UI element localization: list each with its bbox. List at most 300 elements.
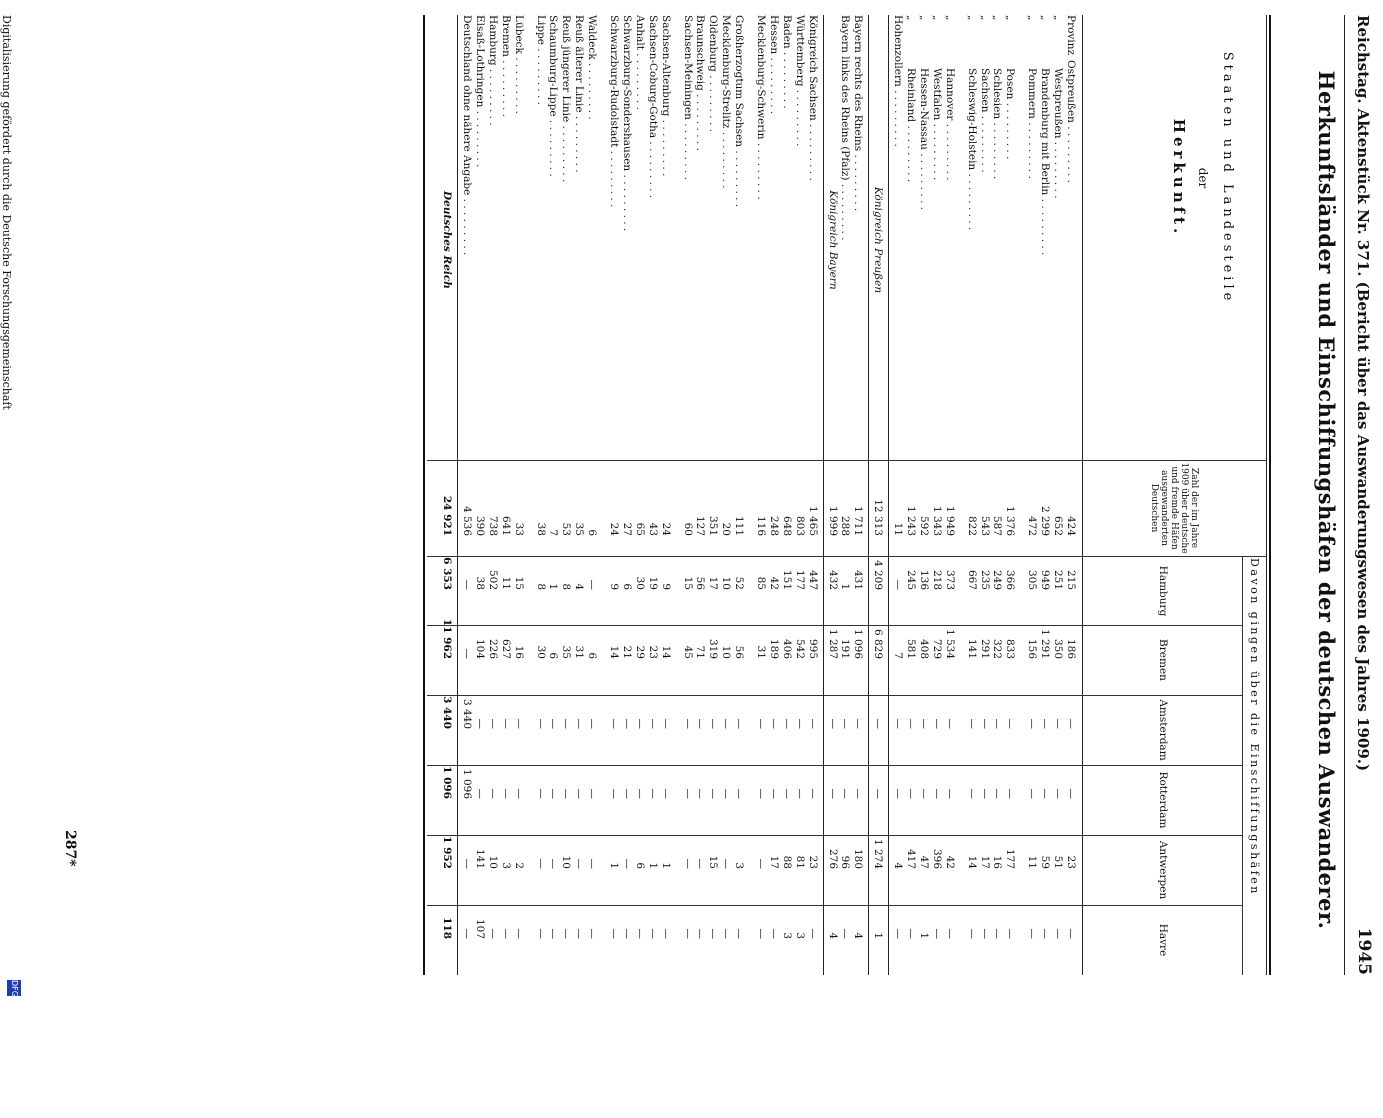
row-value: — (780, 788, 793, 799)
row-label: Hessen . . . . . . . . . (768, 15, 780, 115)
row-label: Rheinland . . . . . . . . . (905, 68, 918, 183)
page-number: 287* (62, 830, 78, 867)
row-value: 15 (512, 576, 525, 590)
row-value: — (806, 928, 819, 939)
row-value: 1 (547, 583, 560, 590)
row-value: — (461, 648, 474, 659)
table-row (695, 0, 707, 1000)
row-value: — (499, 718, 512, 729)
row-value: — (681, 928, 694, 939)
row-value: 543 (978, 515, 991, 536)
row-label: Westfalen . . . . . . . . . (930, 68, 943, 181)
row-value: — (486, 718, 499, 729)
row-label: Schleswig-Holstein . . . . . . . . . (965, 68, 978, 231)
row-value: 43 (646, 522, 659, 536)
row-value: — (793, 788, 806, 799)
row-prefix: „ (978, 15, 991, 21)
row-value: 17 (768, 855, 780, 869)
row-value: 218 (930, 569, 943, 590)
row-value: — (586, 579, 599, 590)
row-value: — (1052, 928, 1065, 939)
row-value: — (755, 858, 768, 869)
row-value: 23 (646, 645, 659, 659)
section-rule (888, 15, 889, 975)
row-value: — (780, 718, 793, 729)
row-value: — (965, 928, 978, 939)
row-value: — (646, 718, 659, 729)
row-label: Schwarzburg-Rudolstadt . . . . . . . . . (608, 15, 621, 208)
row-value: — (621, 788, 633, 799)
row-label: Baden . . . . . . . . . (780, 15, 793, 109)
row-label: Braunschweig . . . . . . . . . (694, 15, 707, 151)
table-row (872, 0, 884, 1000)
row-value: — (733, 928, 746, 939)
row-value: 51 (1052, 855, 1065, 869)
row-value: — (806, 788, 819, 799)
row-value: — (872, 788, 885, 799)
row-value: 276 (826, 848, 839, 869)
row-value: 9 (659, 583, 672, 590)
row-value: — (1026, 718, 1039, 729)
row-value: 396 (930, 848, 943, 869)
row-value: 38 (534, 522, 547, 536)
table-row (586, 0, 598, 1000)
row-value: — (806, 718, 819, 729)
row-value: — (547, 788, 560, 799)
port-header: Rotterdam (1157, 771, 1169, 829)
header-rule (1344, 15, 1345, 975)
row-value: 21 (621, 645, 633, 659)
row-value: 23 (806, 855, 819, 869)
row-value: — (534, 788, 547, 799)
row-value: — (474, 718, 486, 729)
row-value: 322 (991, 638, 1004, 659)
table-row (1004, 0, 1016, 1000)
row-value: 350 (1052, 638, 1065, 659)
row-value: — (905, 718, 918, 729)
row-label: Sachsen-Coburg-Gotha . . . . . . . . . (646, 15, 659, 199)
row-value: 186 (1065, 638, 1077, 659)
row-value: 6 (633, 862, 646, 869)
row-value: — (733, 788, 746, 799)
row-value: 648 (780, 515, 793, 536)
row-value: 136 (918, 569, 930, 590)
row-value: 15 (681, 576, 694, 590)
row-value: 118 (441, 917, 454, 939)
row-value: 14 (965, 855, 978, 869)
row-value: — (943, 788, 956, 799)
table-row (966, 0, 978, 1000)
row-label: Königreich Sachsen . . . . . . . . . (806, 15, 819, 181)
row-value: — (905, 788, 918, 799)
row-value: — (872, 718, 885, 729)
row-value: — (793, 718, 806, 729)
row-value: 4 (826, 932, 839, 939)
row-value: — (586, 788, 599, 799)
row-value: — (633, 788, 646, 799)
row-prefix: „ (1026, 15, 1039, 21)
row-value: — (930, 788, 943, 799)
table-row (500, 0, 512, 1000)
row-label: Sachsen-Altenburg . . . . . . . . . (659, 15, 672, 177)
stub-header-line3: Herkunft. (1170, 118, 1188, 238)
running-header (1348, 15, 1378, 975)
row-value: — (839, 788, 852, 799)
table-row (1026, 0, 1038, 1000)
row-value: 180 (852, 848, 865, 869)
row-value: 141 (965, 638, 978, 659)
row-value: 1 (918, 932, 930, 939)
row-label: Oldenburg . . . . . . . . . (707, 15, 720, 132)
row-value: — (991, 718, 1004, 729)
row-prefix: „ (930, 15, 943, 21)
row-value: — (720, 928, 733, 939)
row-value: 30 (534, 645, 547, 659)
row-value: 291 (978, 638, 991, 659)
row-value: 833 (1004, 638, 1017, 659)
row-value: — (681, 718, 694, 729)
row-value: 351 (707, 515, 720, 536)
row-label: Württemberg . . . . . . . . . (793, 15, 806, 147)
row-value: 56 (733, 645, 746, 659)
port-header: Bremen (1157, 639, 1169, 681)
row-value: — (755, 788, 768, 799)
row-value: 1 376 (1004, 505, 1017, 536)
row-value: 7 (547, 529, 560, 536)
row-value: — (1052, 718, 1065, 729)
table-row (560, 0, 572, 1000)
row-value: 6 (586, 529, 599, 536)
row-label: Schlesien . . . . . . . . . (991, 68, 1004, 180)
row-value: — (512, 718, 525, 729)
table-row (892, 0, 904, 1000)
row-value: — (965, 788, 978, 799)
row-value: 60 (681, 522, 694, 536)
row-value: 432 (826, 569, 839, 590)
row-value: 35 (573, 522, 586, 536)
row-value: 4 (573, 583, 586, 590)
row-value: — (1026, 928, 1039, 939)
row-value: 111 (733, 515, 746, 536)
table-row (573, 0, 585, 1000)
row-value: — (707, 788, 720, 799)
row-prefix: „ (991, 15, 1004, 21)
row-value: — (930, 718, 943, 729)
table-row (807, 0, 819, 1000)
row-value: 226 (486, 638, 499, 659)
row-value: 10 (560, 855, 573, 869)
header-left: Reichstag. Aktenstück Nr. 371. (Bericht über das Auswanderungswesen des Jahres 1909.) (1354, 15, 1372, 772)
row-value: 24 (608, 522, 621, 536)
row-value: 1 274 (872, 838, 885, 869)
row-value: 151 (780, 569, 793, 590)
row-value: 7 (892, 652, 905, 659)
row-value: — (1004, 928, 1017, 939)
row-value: — (852, 718, 865, 729)
footer-credit: Digitalisierung gefördert durch die Deutsche Forschungsgemeinschaft (0, 15, 13, 410)
row-value: 8 (560, 583, 573, 590)
row-value: — (621, 928, 633, 939)
row-value: — (474, 788, 486, 799)
row-value: — (621, 718, 633, 729)
row-value: 6 829 (872, 628, 885, 659)
row-value: — (608, 788, 621, 799)
table-row (918, 0, 930, 1000)
row-value: — (1004, 788, 1017, 799)
table-row (513, 0, 525, 1000)
row-value: 4 (852, 932, 865, 939)
row-value: 587 (991, 515, 1004, 536)
row-value: 1 (608, 862, 621, 869)
row-value: — (892, 579, 905, 590)
row-label: Lübeck . . . . . . . . . (512, 15, 525, 114)
row-value: — (1004, 718, 1017, 729)
row-value: — (892, 928, 905, 939)
row-value: 3 440 (461, 698, 474, 729)
row-label: Lippe . . . . . . . . . (534, 15, 547, 106)
row-value: 71 (694, 645, 707, 659)
row-value: — (573, 928, 586, 939)
table-row (852, 0, 864, 1000)
row-value: 729 (930, 638, 943, 659)
row-label: Brandenburg mit Berlin . . . . . . . . . (1039, 68, 1052, 256)
row-value: — (694, 928, 707, 939)
table-row (634, 0, 646, 1000)
table-top-rule-2 (1266, 15, 1267, 975)
row-value: 52 (733, 576, 746, 590)
row-value: 3 (793, 932, 806, 939)
row-value: 191 (839, 638, 852, 659)
row-value: 17 (978, 855, 991, 869)
table-row (992, 0, 1004, 1000)
row-label: Hohenzollern . . . . . . . . . (892, 15, 905, 147)
row-value: 6 (547, 652, 560, 659)
row-value: — (978, 928, 991, 939)
row-value: 14 (659, 645, 672, 659)
row-value: 581 (905, 638, 918, 659)
section-rule (823, 15, 824, 975)
row-value: 822 (965, 515, 978, 536)
header-bottom-rule (1082, 15, 1083, 975)
row-label: Reuß älterer Linie . . . . . . . . . (573, 15, 586, 173)
row-label: Schaumburg-Lippe . . . . . . . . . (547, 15, 560, 177)
row-value: 1 (839, 583, 852, 590)
row-value: 652 (1052, 515, 1065, 536)
row-value: — (499, 788, 512, 799)
row-value: 3 440 (441, 696, 454, 729)
table-row (548, 0, 560, 1000)
row-label: Hamburg . . . . . . . . . (486, 15, 499, 126)
table-row (608, 0, 620, 1000)
row-value: — (978, 718, 991, 729)
row-value: — (720, 718, 733, 729)
row-value: 431 (852, 569, 865, 590)
row-label: Königreich Bayern (826, 190, 839, 290)
row-value: — (943, 928, 956, 939)
row-value: 17 (707, 576, 720, 590)
stub-header (1085, 28, 1265, 328)
row-value: — (461, 858, 474, 869)
row-label: Deutsches Reich (441, 191, 454, 289)
row-value: 4 (892, 862, 905, 869)
row-value: 1 096 (852, 628, 865, 659)
port-header: Antwerpen (1157, 840, 1169, 900)
row-prefix: „ (1004, 15, 1017, 21)
row-value: — (586, 928, 599, 939)
row-value: 38 (474, 576, 486, 590)
table-row (1065, 0, 1077, 1000)
row-label: Bayern links des Rheins (Pfalz) . . . . . . . . . (839, 15, 852, 241)
row-value: 1 949 (943, 505, 956, 536)
row-value: — (1039, 718, 1052, 729)
row-value: 1 (646, 862, 659, 869)
row-label: Posen . . . . . . . . . (1004, 68, 1017, 160)
row-value: — (681, 788, 694, 799)
row-value: — (1065, 928, 1077, 939)
row-prefix: „ (918, 15, 930, 21)
row-value: — (560, 788, 573, 799)
row-value: 447 (806, 569, 819, 590)
row-value: 472 (1026, 515, 1039, 536)
row-value: 1 465 (806, 505, 819, 536)
row-value: — (608, 718, 621, 729)
row-label: Waldeck . . . . . . . . . (586, 15, 599, 120)
row-label: Pommern . . . . . . . . . (1026, 68, 1039, 179)
row-label: Deutschland ohne nähere Angabe . . . . . . . . . (461, 15, 474, 256)
row-value: 15 (707, 855, 720, 869)
row-value: 408 (918, 638, 930, 659)
row-label: Mecklenburg-Schwerin . . . . . . . . . (755, 15, 768, 200)
row-value: — (560, 928, 573, 939)
row-value: — (943, 718, 956, 729)
row-label: Königreich Preußen (872, 186, 885, 294)
row-value: 127 (694, 515, 707, 536)
row-value: — (768, 928, 780, 939)
row-value: 319 (707, 638, 720, 659)
row-value: — (534, 928, 547, 939)
row-value: 23 (1065, 855, 1077, 869)
table-row (755, 0, 767, 1000)
row-value: — (659, 788, 672, 799)
row-value: 2 (512, 862, 525, 869)
row-value: 995 (806, 638, 819, 659)
page-title: Herkunftsländer und Einschiffungshäfen der deutschen Auswanderer. (1314, 70, 1339, 930)
row-value: 245 (905, 569, 918, 590)
row-value: 1 096 (441, 766, 454, 799)
row-value: — (461, 579, 474, 590)
row-value: 19 (646, 576, 659, 590)
row-value: — (1039, 788, 1052, 799)
row-value: 6 353 (441, 557, 454, 590)
row-value: — (547, 718, 560, 729)
table-row (660, 0, 672, 1000)
row-value: — (892, 718, 905, 729)
row-value: — (659, 928, 672, 939)
row-value: — (918, 788, 930, 799)
row-value: 627 (499, 638, 512, 659)
table-row (1052, 0, 1064, 1000)
row-value: 104 (474, 638, 486, 659)
row-value: 2 299 (1039, 505, 1052, 536)
row-value: — (720, 858, 733, 869)
row-value: 1 096 (461, 768, 474, 799)
row-value: — (826, 788, 839, 799)
table-row (840, 0, 852, 1000)
row-value: 542 (793, 638, 806, 659)
table-row (707, 0, 719, 1000)
table-row (733, 0, 745, 1000)
row-value: 1 291 (1039, 628, 1052, 659)
row-value: 6 (621, 583, 633, 590)
row-value: — (694, 788, 707, 799)
row-value: — (486, 928, 499, 939)
row-value: — (978, 788, 991, 799)
row-value: — (930, 928, 943, 939)
row-value: 1 243 (905, 505, 918, 536)
row-value: 31 (573, 645, 586, 659)
row-value: 406 (780, 638, 793, 659)
row-value: — (512, 928, 525, 939)
row-value: 81 (793, 855, 806, 869)
row-label: Bayern rechts des Rheins . . . . . . . . . (852, 15, 865, 212)
stub-header-line1: Staaten und Landesteile (1220, 51, 1235, 305)
row-value: — (659, 718, 672, 729)
row-value: — (905, 928, 918, 939)
section-rule (868, 15, 869, 975)
row-label: Elsaß-Lothringen . . . . . . . . . (474, 15, 486, 168)
row-value: 141 (474, 848, 486, 869)
row-value: 42 (768, 576, 780, 590)
port-header: Hamburg (1157, 565, 1169, 617)
row-value: 215 (1065, 569, 1077, 590)
row-value: 10 (720, 645, 733, 659)
row-value: — (573, 788, 586, 799)
port-header: Havre (1157, 923, 1169, 957)
row-value: — (534, 718, 547, 729)
total-header: Zahl der im Jahre 1909 über deutsche und fremde Häfen ausgewanderten Deutschen (1149, 462, 1199, 554)
row-value: 1 (872, 932, 885, 939)
table-row (794, 0, 806, 1000)
row-value: 116 (755, 515, 768, 536)
row-value: 592 (918, 515, 930, 536)
row-value: 1 534 (943, 628, 956, 659)
row-label: Großherzogtum Sachsen . . . . . . . . . (733, 15, 746, 208)
row-value: 417 (905, 848, 918, 869)
row-value: 424 (1065, 515, 1077, 536)
row-value: 3 (499, 862, 512, 869)
row-value: 1 711 (852, 505, 865, 536)
row-value: 248 (768, 515, 780, 536)
row-value: — (573, 718, 586, 729)
row-value: — (633, 718, 646, 729)
row-value: — (694, 718, 707, 729)
via-header: Davon gingen über die Einschiffungshäfen (1248, 558, 1261, 896)
row-label: Westpreußen . . . . . . . . . (1052, 68, 1065, 199)
via-rule (1242, 557, 1243, 975)
row-prefix: „ (965, 15, 978, 21)
row-value: — (633, 928, 646, 939)
row-value: — (1065, 788, 1077, 799)
row-value: — (1026, 788, 1039, 799)
row-prefix: „ (943, 15, 956, 21)
row-value: 24 (659, 522, 672, 536)
row-value: — (839, 928, 852, 939)
row-value: — (965, 718, 978, 729)
row-value: 11 (892, 522, 905, 536)
table-row (461, 0, 473, 1000)
row-value: 288 (839, 515, 852, 536)
row-value: — (1052, 788, 1065, 799)
